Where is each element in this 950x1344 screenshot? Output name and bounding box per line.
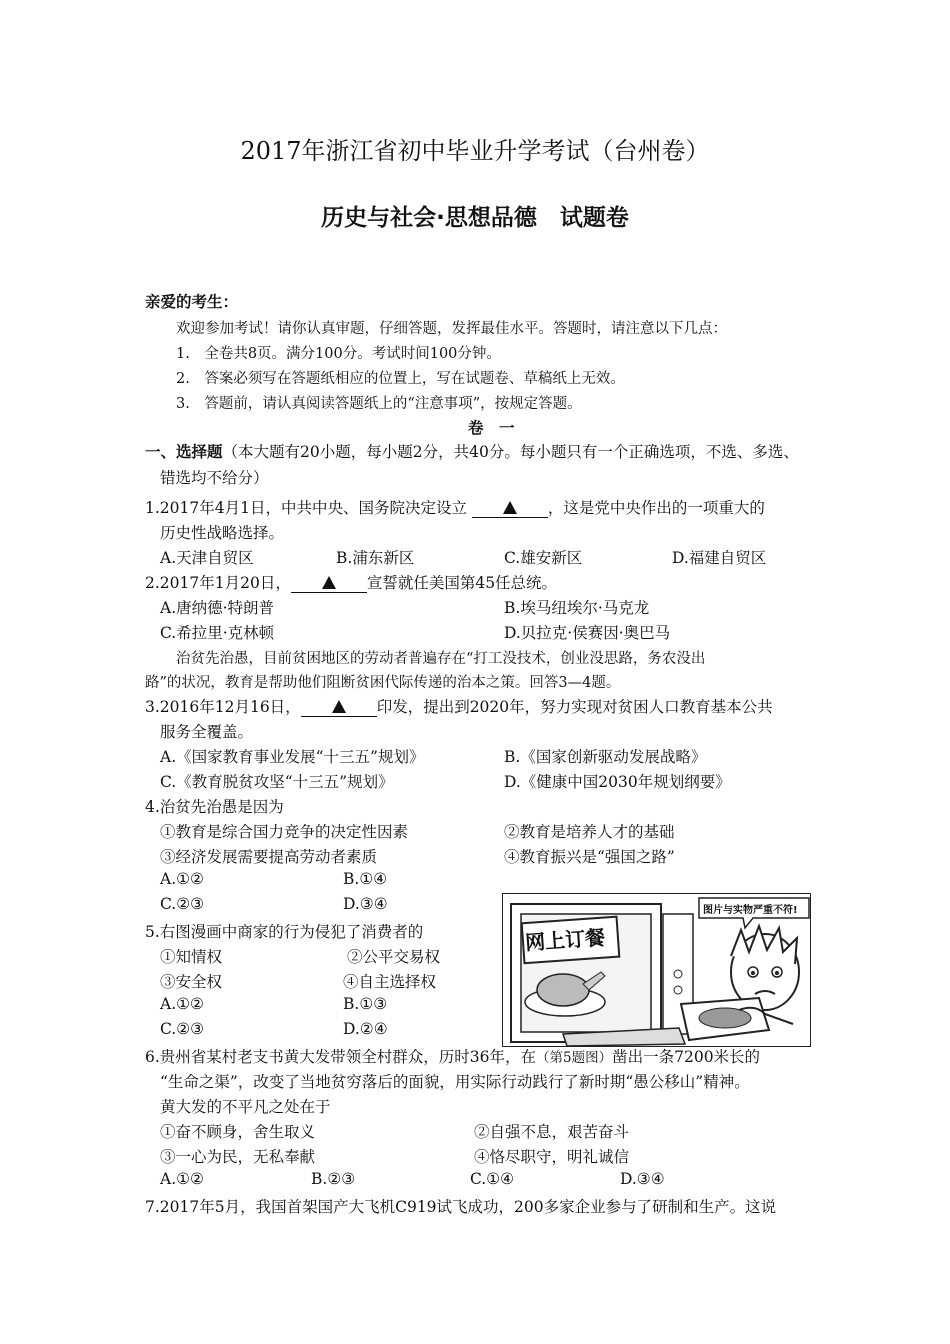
- triangle-icon: [332, 700, 346, 713]
- q5-statement-3: ③安全权: [160, 973, 223, 991]
- answer-blank: [291, 574, 367, 593]
- q4-statement-1: ①教育是综合国力竞争的决定性因素: [160, 823, 409, 841]
- q5-option-b: B.①③: [343, 995, 388, 1013]
- q1-option-b: B.浦东新区: [336, 549, 415, 567]
- q3-option-c: C.《教育脱贫攻坚“十三五”规划》: [160, 773, 394, 791]
- q5-option-d: D.②④: [343, 1020, 388, 1038]
- q1-option-a: A.天津自贸区: [160, 549, 254, 567]
- q2-option-d: D.贝拉克·侯赛因·奥巴马: [504, 624, 671, 642]
- q4-option-d: D.③④: [343, 895, 388, 913]
- q1-option-d: D.福建自贸区: [672, 549, 767, 567]
- cartoon-figure: [502, 893, 811, 1047]
- q2-option-c: C.希拉里·克林顿: [160, 624, 275, 642]
- q3-stem-line2: 服务全覆盖。: [160, 723, 254, 741]
- q2-stem: 2.2017年1月20日， 宣誓就任美国第45任总统。: [145, 574, 558, 592]
- volume-heading: 卷 一: [468, 419, 515, 437]
- q4-statement-4: ④教育振兴是“强国之路”: [504, 848, 675, 866]
- section-heading-rest: （本大题有20小题，每小题2分，共40分。每小题只有一个正确选项，不选、多选、: [222, 443, 799, 461]
- q6-statement-2: ②自强不息，艰苦奋斗: [474, 1123, 630, 1141]
- figure-caption: （第5题图）: [536, 1050, 613, 1066]
- passage-line1: 治贫先治愚，目前贫困地区的劳动者普遍存在“打工没技术，创业没思路，务农没出: [176, 651, 706, 667]
- q3-option-d: D.《健康中国2030年规划纲要》: [504, 773, 731, 791]
- q1-stem-line2: 历史性战略选择。: [160, 524, 285, 542]
- q5-stem: 5.右图漫画中商家的行为侵犯了消费者的: [145, 923, 424, 941]
- q6-statement-1: ①奋不顾身，舍生取义: [160, 1123, 316, 1141]
- q6-stem-line3: 黄大发的不平凡之处在于: [160, 1098, 331, 1116]
- triangle-icon: [503, 501, 517, 514]
- answer-blank: [301, 698, 377, 717]
- exam-title: 2017年浙江省初中毕业升学考试（台州卷）: [240, 137, 710, 165]
- q6-option-a: A.①②: [160, 1170, 204, 1188]
- q6-option-b: B.②③: [311, 1170, 356, 1188]
- q6-statement-4: ④恪尽职守，明礼诚信: [474, 1148, 630, 1166]
- cartoon-speech: 图片与实物严重不符!: [703, 905, 798, 916]
- cartoon-sign: 网上订餐: [524, 925, 606, 955]
- q5-statement-1: ①知情权: [160, 948, 223, 966]
- section-heading-line2: 错选均不给分）: [160, 469, 269, 487]
- q2-option-a: A.唐纳德·特朗普: [160, 599, 275, 617]
- q4-option-b: B.①④: [343, 870, 388, 888]
- q4-option-a: A.①②: [160, 870, 204, 888]
- triangle-icon: [322, 576, 336, 589]
- note-1: 1. 全卷共8页。满分100分。考试时间100分钟。: [176, 346, 501, 362]
- q4-option-c: C.②③: [160, 895, 205, 913]
- note-3: 3. 答题前，请认真阅读答题纸上的“注意事项”，按规定答题。: [176, 396, 582, 412]
- q5-statement-4: ④自主选择权: [343, 973, 437, 991]
- section-heading: [145, 440, 799, 462]
- q5-option-c: C.②③: [160, 1020, 205, 1038]
- q3-option-a: A.《国家教育事业发展“十三五”规划》: [160, 748, 425, 766]
- greeting: 亲爱的考生：: [145, 293, 239, 311]
- q6-statement-3: ③一心为民，无私奉献: [160, 1148, 316, 1166]
- q2-option-b: B.埃马纽埃尔·马克龙: [504, 599, 650, 617]
- q1-stem: 1.2017年4月1日，中共中央、国务院决定设立 ，这是党中央作出的一项重大的: [145, 499, 765, 517]
- note-2: 2. 答案必须写在答题纸相应的位置上，写在试题卷、草稿纸上无效。: [176, 371, 625, 387]
- q1-option-c: C.雄安新区: [504, 549, 583, 567]
- q6-option-d: D.③④: [620, 1170, 665, 1188]
- q5-option-a: A.①②: [160, 995, 204, 1013]
- q4-statement-2: ②教育是培养人才的基础: [504, 823, 675, 841]
- q4-stem: 4.治贫先治愚是因为: [145, 798, 284, 816]
- q6-stem-line2: “生命之渠”，改变了当地贫穷落后的面貌，用实际行动践行了新时期“愚公移山”精神。: [160, 1073, 750, 1091]
- q3-option-b: B.《国家创新驱动发展战略》: [504, 748, 707, 766]
- section-heading-bold: 一、选择题: [145, 443, 223, 461]
- answer-blank: [472, 499, 548, 518]
- q5-statement-2: ②公平交易权: [347, 948, 441, 966]
- q3-stem: 3.2016年12月16日， 印发，提出到2020年，努力实现对贫困人口教育基本公共: [145, 698, 773, 716]
- q4-statement-3: ③经济发展需要提高劳动者素质: [160, 848, 378, 866]
- q6-option-c: C.①④: [470, 1170, 515, 1188]
- passage-line2: 路”的状况，教育是帮助他们阻断贫困代际传递的治本之策。回答3—4题。: [145, 675, 621, 691]
- exam-subtitle: 历史与社会·思想品德 试题卷: [321, 205, 629, 231]
- q7-stem: 7.2017年5月，我国首架国产大飞机C919试飞成功，200多家企业参与了研制和生产。这说: [145, 1198, 777, 1216]
- q6-stem: 6.贵州省某村老支书黄大发带领全村群众，历时36年，在（第5题图）凿出一条7200米长的: [145, 1048, 761, 1066]
- cartoon-drawing: [503, 894, 811, 1047]
- welcome-text: 欢迎参加考试！请你认真审题，仔细答题，发挥最佳水平。答题时，请注意以下几点：: [176, 321, 727, 337]
